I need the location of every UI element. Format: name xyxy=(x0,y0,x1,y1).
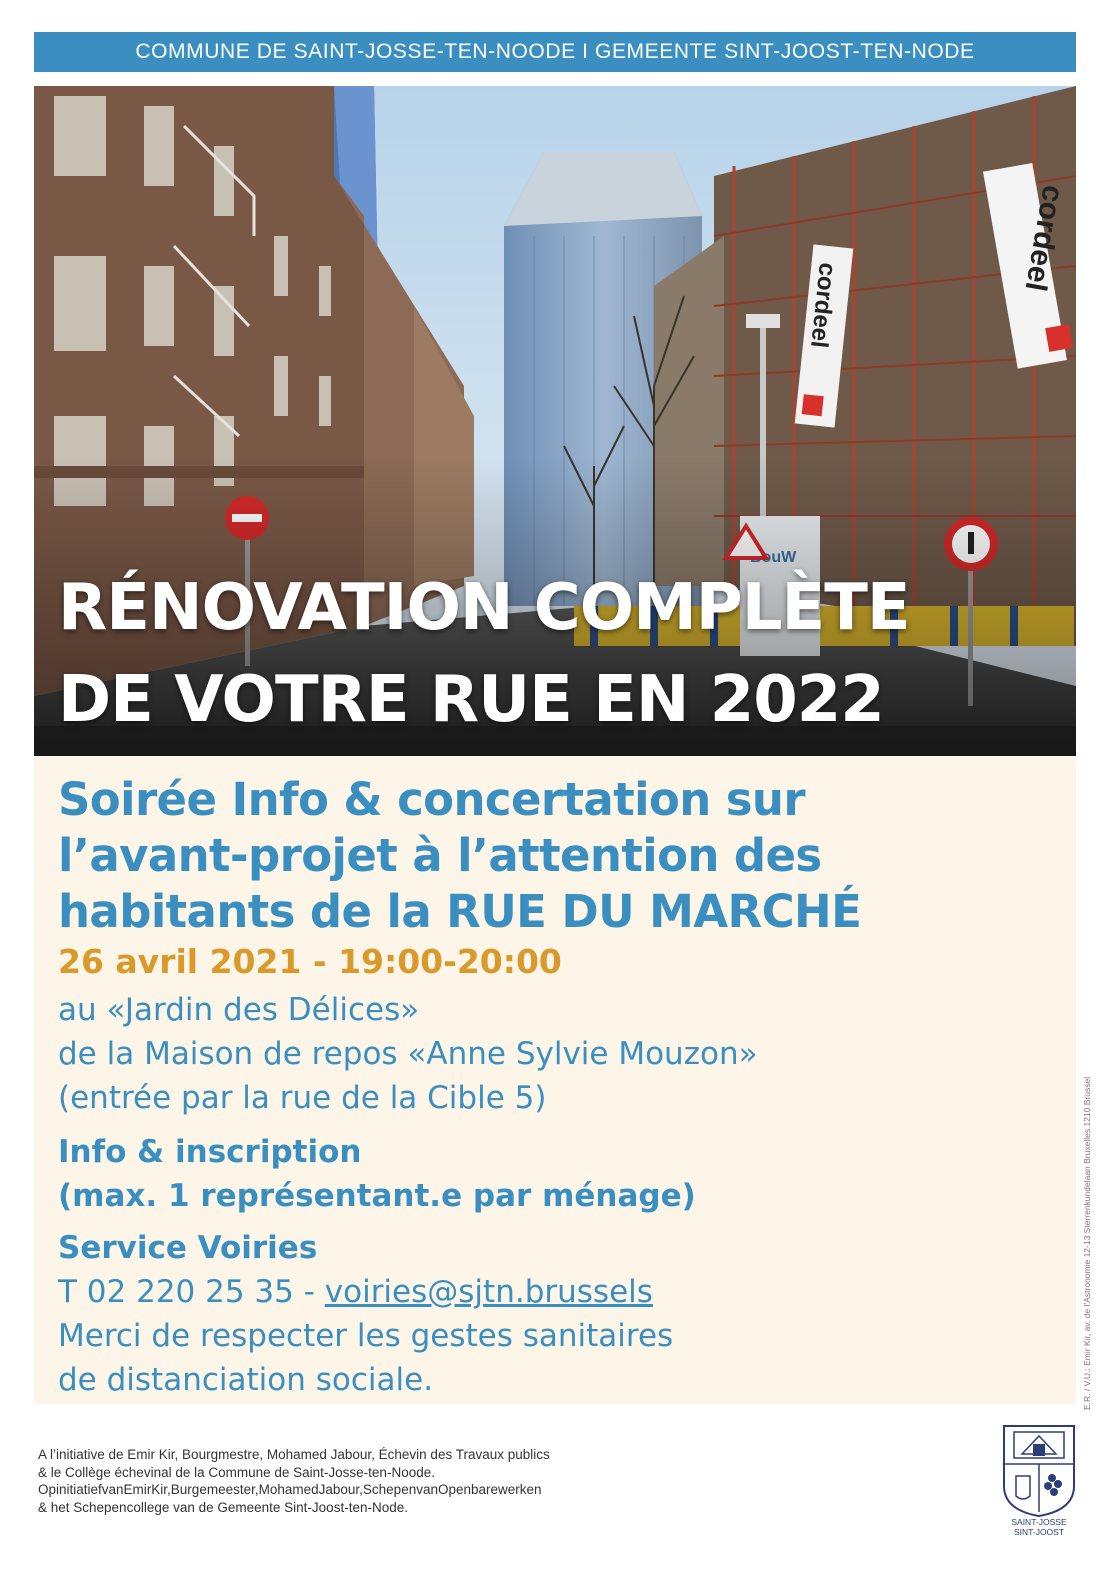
email-link[interactable]: voiries@sjtn.brussels xyxy=(324,1274,653,1310)
event-venue xyxy=(58,988,758,1120)
contact-line xyxy=(58,1270,673,1314)
street-photo xyxy=(34,86,1076,756)
phone-number: T 02 220 25 35 - xyxy=(58,1274,325,1310)
footer-credits xyxy=(38,1446,550,1516)
headline-line-1: RÉNOVATION COMPLÈTE xyxy=(58,571,910,645)
event-subtitle xyxy=(58,772,861,940)
subtitle-line-3: habitants de la RUE DU MARCHÉ xyxy=(58,885,862,938)
sanitary-note-line-2: de distanciation sociale. xyxy=(58,1362,434,1398)
footer-line-3: OpinitiatiefvanEmirKir,Burgemeester,MohamedJabour,SchepenvanOpenbarewerken xyxy=(38,1482,542,1497)
headline-line-2: DE VOTRE RUE EN 2022 xyxy=(58,663,884,737)
logo-line-2: SINT-JOOST xyxy=(1013,1527,1065,1537)
footer-line-1: A l’initiative de Emir Kir, Bourgmestre, Mohamed Jabour, Échevin des Travaux publics xyxy=(38,1447,550,1462)
inscription-line-1: Info & inscription xyxy=(58,1134,362,1170)
service-contact xyxy=(58,1226,673,1402)
venue-line-1: au «Jardin des Délices» xyxy=(58,992,420,1028)
responsible-publisher: E.R. / V.U.: Emir Kir, av. de l’Astronomie 12-13 Sterrenkundelaan Bruxelles 1210 Brussel xyxy=(1082,1076,1092,1410)
venue-line-3: (entrée par la rue de la Cible 5) xyxy=(58,1080,547,1116)
footer-line-2: & le Collège échevinal de la Commune de Saint-Josse-ten-Noode. xyxy=(38,1464,435,1480)
service-title: Service Voiries xyxy=(58,1230,318,1266)
commune-banner: COMMUNE DE SAINT-JOSSE-TEN-NOODE I GEMEENTE SINT-JOOST-TEN-NODE xyxy=(34,32,1076,72)
logo-line-1: SAINT-JOSSE xyxy=(1011,1517,1067,1527)
inscription-info xyxy=(58,1130,696,1218)
inscription-line-2: (max. 1 représentant.e par ménage) xyxy=(58,1178,696,1214)
footer-line-4: & het Schepencollege van de Gemeente Sint-Joost-ten-Node. xyxy=(38,1499,408,1515)
subtitle-line-1: Soirée Info & concertation sur xyxy=(58,773,805,826)
municipality-logo-text xyxy=(996,1517,1082,1537)
event-date: 26 avril 2021 - 19:00-20:00 xyxy=(58,942,562,981)
headline xyxy=(58,562,910,746)
info-panel xyxy=(34,756,1076,1404)
subtitle-line-2: l’avant-projet à l’attention des xyxy=(58,829,822,882)
sanitary-note-line-1: Merci de respecter les gestes sanitaires xyxy=(58,1318,674,1354)
venue-line-2: de la Maison de repos «Anne Sylvie Mouzon» xyxy=(58,1036,758,1072)
